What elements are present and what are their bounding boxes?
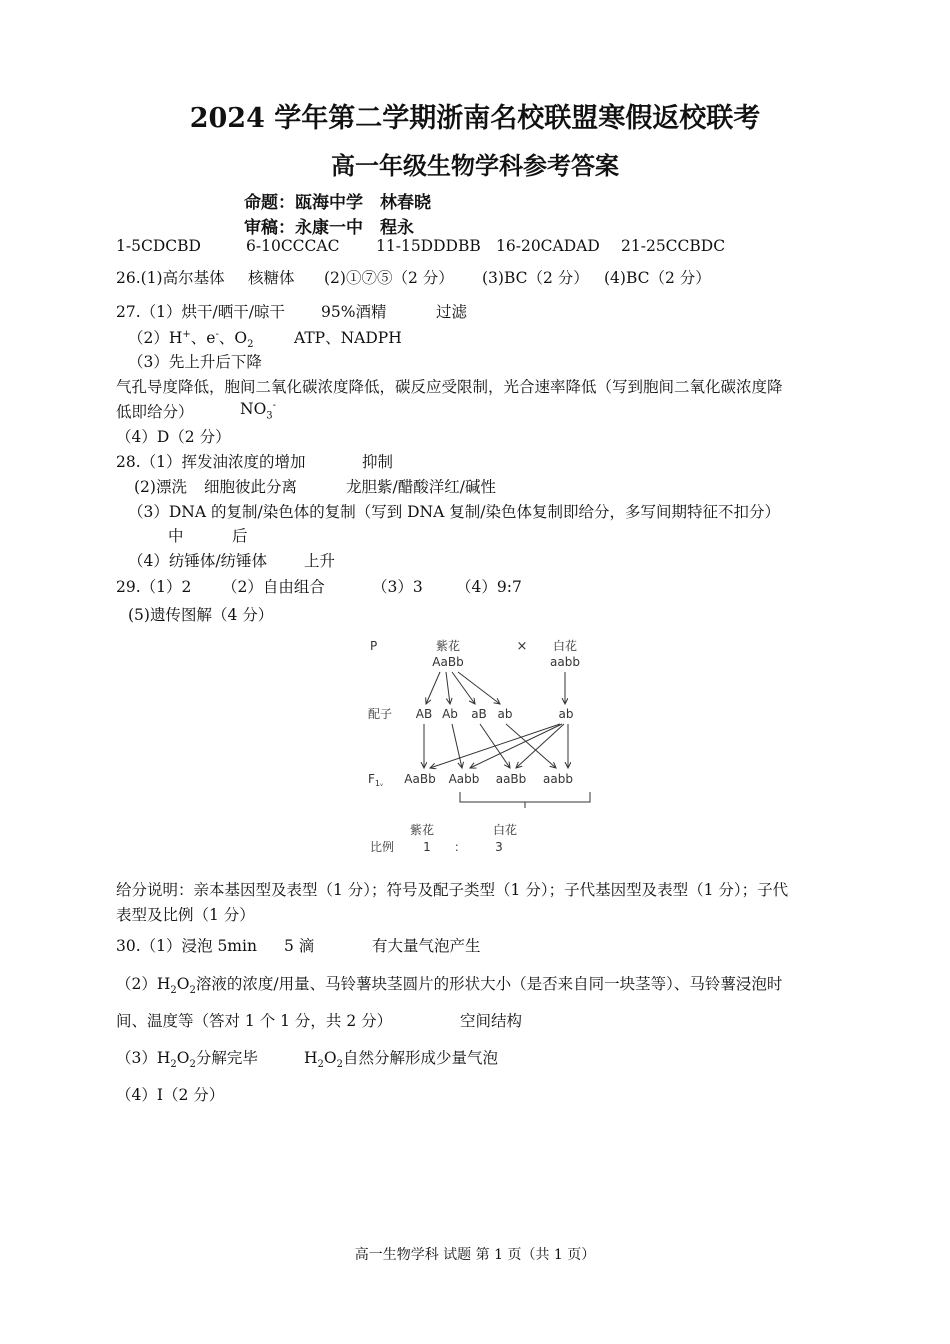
q28-part1a: 28.（1）挥发油浓度的增加	[116, 453, 306, 471]
gamete-ab-parent2: ab	[558, 707, 574, 721]
gamete-label: 配子	[368, 707, 393, 721]
q28-part1b: 抑制	[362, 453, 394, 471]
choice-group-2: 6-10CCCAC	[246, 237, 340, 255]
q27-line4: 气孔导度降低，胞间二氧化碳浓度降低，碳反应受限制，光合速率降低（写到胞间二氧化碳浓度降	[116, 378, 783, 396]
gamete-AB: AB	[415, 707, 433, 721]
scoring-note-line2: 表型及比例（1 分）	[116, 906, 255, 924]
parent-gamete-arrows	[426, 672, 565, 704]
choice-group-4: 16-20CADAD	[496, 237, 600, 255]
q28-part2c: 龙胆紫/醋酸洋红/碱性	[346, 478, 496, 496]
q29-line2: (5)遗传图解（4 分）	[128, 606, 274, 624]
q27-part1b: 95%酒精	[321, 303, 387, 321]
f1-label: $F_1ᵥ$	[368, 772, 384, 788]
q28-part4a: （4）纺锤体/纺锤体	[128, 552, 268, 570]
offspring-aaBb: aaBb	[495, 772, 527, 786]
q27-part1a: 27.（1）烘干/晒干/晾干	[116, 303, 285, 321]
q27-part1c: 过滤	[436, 303, 468, 321]
pheno-purple: 紫花	[409, 823, 435, 837]
exam-title: 2024 学年第二学期浙南名校联盟寒假返校联考	[189, 103, 761, 134]
choice-group-5: 21-25CCBDC	[621, 237, 726, 255]
white-group-bracket	[460, 792, 590, 808]
parent1-genotype: AaBb	[432, 655, 464, 669]
q27-part2b: ATP、NADPH	[294, 329, 402, 347]
q29-part2: （2）自由组合	[222, 578, 325, 596]
q30-line5: （4）I（2 分）	[116, 1086, 225, 1104]
offspring-AaBb: AaBb	[404, 772, 436, 786]
q28-phase-late: 后	[232, 527, 248, 545]
answer-key-subtitle: 高一年级生物学科参考答案	[331, 151, 619, 180]
ratio-white: 3	[495, 840, 503, 854]
scoring-note-line1: 给分说明：亲本基因型及表型（1 分）；符号及配子类型（1 分）；子代基因型及表型（1 分）；子代	[116, 881, 789, 899]
gamete-aB: aB	[471, 707, 487, 721]
parent2-genotype: aabb	[550, 655, 580, 669]
q30-line2: $(2)H_2O_2$溶液的浓度/用量、马铃薯块茎圆片的形状大小（是否来自同一块茎等）、马铃薯浸泡时	[116, 975, 783, 997]
q26-part1b: 核糖体	[248, 269, 295, 287]
q30-part1c: 有大量气泡产生	[372, 937, 481, 955]
q28-part4b: 上升	[304, 552, 336, 570]
q30-part2-cont: 间、温度等（答对 1 个 1 分，共 2 分）	[116, 1012, 393, 1030]
parent1-phenotype: 紫花	[435, 639, 461, 653]
q27-part3a: 低即给分）	[116, 403, 194, 421]
q30-part2-answer: 空间结构	[460, 1012, 523, 1030]
page-footer: 高一生物学科 试题 第 1 页（共 1 页）	[354, 1247, 596, 1263]
q26-part4: (4)BC（2 分）	[604, 269, 711, 287]
choice-group-3: 11-15DDDBB	[376, 237, 481, 255]
p-label: P	[370, 639, 378, 653]
offspring-Aabb: Aabb	[448, 772, 480, 786]
q29-part4: （4）9:7	[456, 578, 522, 596]
pheno-white: 白花	[492, 823, 518, 837]
q30-part1b: 5 滴	[284, 937, 315, 955]
genetic-cross-diagram	[360, 632, 610, 858]
q28-part2b: 细胞彼此分离	[204, 478, 298, 496]
q30-part3a: $(3)H_2O_2$分解完毕	[116, 1049, 258, 1071]
q28-line3: （3）DNA 的复制/染色体的复制（写到 DNA 复制/染色体复制即给分，多写间期特征不扣分）	[128, 503, 780, 521]
q27-part2a: （2）H+、e-、$O_2$	[128, 328, 254, 351]
cross-symbol: ×	[516, 639, 528, 654]
q30-part3b: $H_2O_2$自然分解形成少量气泡	[304, 1049, 499, 1071]
q27-line6: （4）D（2 分）	[116, 428, 231, 446]
ratio-separator: ：	[453, 840, 467, 854]
q30-part1a: 30.（1）浸泡 5min	[116, 937, 257, 955]
offspring-aabb: aabb	[543, 772, 573, 786]
q27-nitrate: $NO_3^-$	[240, 400, 277, 422]
ratio-label: 比例	[370, 840, 395, 854]
q26-part3: (3)BC（2 分）	[482, 269, 589, 287]
q26-part2: (2)①⑦⑤（2 分）	[324, 269, 454, 287]
q28-phase-mid: 中	[168, 527, 184, 545]
q29-part1: 29.（1）2	[116, 578, 192, 596]
gamete-ab: ab	[497, 707, 513, 721]
choice-group-1: 1-5CDCBD	[116, 237, 201, 255]
q27-line3: （3）先上升后下降	[128, 353, 262, 371]
q26-part1: 26.(1)高尔基体	[116, 269, 225, 287]
q28-part2a: (2)漂洗	[134, 478, 187, 496]
parent2-phenotype: 白花	[552, 639, 578, 653]
reviewer-line: 审稿：永康一中 程永	[244, 218, 414, 238]
ratio-purple: 1	[423, 840, 431, 854]
gamete-Ab: Ab	[442, 707, 458, 721]
author-line: 命题：瓯海中学 林春晓	[244, 193, 431, 213]
gamete-offspring-arrows	[424, 724, 568, 768]
q29-part3: （3）3	[372, 578, 423, 596]
